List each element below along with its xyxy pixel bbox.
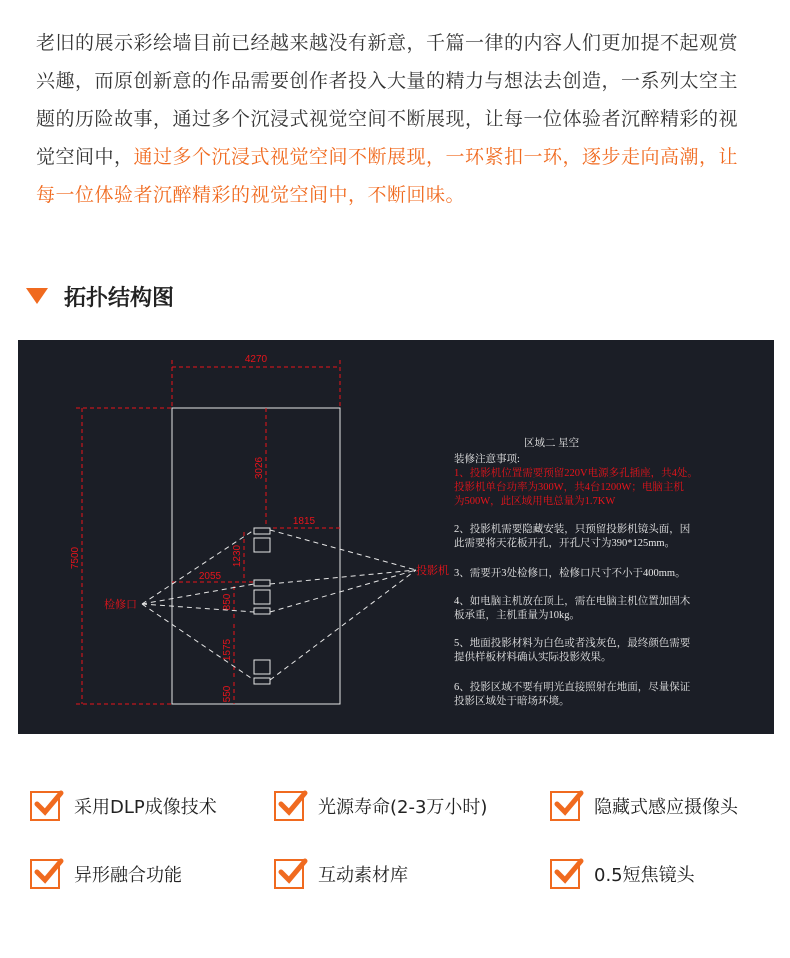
inspection-label: 检修口 <box>104 599 137 611</box>
dim-gap1-label: 1230 <box>232 544 243 568</box>
note-5-line-1: 5、地面投影材料为白色或者浅灰色，最终颜色需要 <box>454 638 691 649</box>
note-1-line-1: 1、投影机位置需要预留220V电源多孔插座，共4处。 <box>454 468 698 479</box>
intro-text: 老旧的展示彩绘墙目前已经越来越没有新意，千篇一律的内容人们更加提不起观赏兴趣，而原创新意的作品需要创作者投入大量的精力与想法去创造，一系列太空主题的历险故事，通过多个沉浸式视觉空间不断展现，让每一位体验者沉醉精彩的视觉空间中， <box>36 32 739 168</box>
dim-width-label: 4270 <box>244 354 268 365</box>
dim-height-label: 7500 <box>70 546 81 570</box>
dim-side-label: 2055 <box>198 571 222 582</box>
section-title: 拓扑结构图 <box>64 285 175 311</box>
checkmark-icon <box>550 859 580 889</box>
feature-label: 0.5短焦镜头 <box>594 865 695 886</box>
feature-item <box>550 858 695 890</box>
note-6-line-2: 投影区域处于暗场环境。 <box>454 696 570 707</box>
feature-label: 互动素材库 <box>318 865 408 886</box>
intro-paragraph <box>36 24 756 214</box>
note-4-line-2: 板承重，主机重量为10kg。 <box>454 610 580 621</box>
checkmark-icon <box>30 859 60 889</box>
checkmark-icon <box>550 791 580 821</box>
checkmark-icon <box>30 791 60 821</box>
dim-bottom-label: 550 <box>222 685 233 703</box>
projector-label: 投影机 <box>416 565 449 577</box>
note-2-line-1: 2、投影机需要隐藏安装，只预留投影机镜头面，因 <box>454 524 691 535</box>
section-header <box>26 280 174 312</box>
notes-subtitle: 装修注意事项: <box>454 454 520 465</box>
down-triangle-icon <box>26 288 48 304</box>
feature-item <box>274 858 408 890</box>
feature-label: 光源寿命(2-3万小时) <box>318 797 488 818</box>
notes-title: 区域二 星空 <box>524 438 580 449</box>
feature-label: 异形融合功能 <box>74 865 182 886</box>
feature-item <box>550 790 738 822</box>
note-2-line-2: 此需要将天花板开孔，开孔尺寸为390*125mm。 <box>454 538 676 549</box>
note-1-line-2: 投影机单台功率为300W，共4台1200W；电脑主机 <box>454 482 684 493</box>
installation-notes <box>454 436 698 707</box>
note-5-line-2: 提供样板材料确认实际投影效果。 <box>454 652 612 663</box>
checkmark-icon <box>274 859 304 889</box>
projector-lines <box>142 530 416 680</box>
feature-label: 隐藏式感应摄像头 <box>594 797 738 818</box>
note-1-line-3: 为500W，此区域用电总量为1.7KW <box>454 496 616 507</box>
dim-width <box>172 360 340 408</box>
feature-item <box>30 790 217 822</box>
feature-label: 采用DLP成像技术 <box>74 797 217 818</box>
topology-diagram <box>18 340 774 734</box>
note-4-line-1: 4、如电脑主机放在顶上，需在电脑主机位置加固木 <box>454 596 691 607</box>
feature-item <box>274 790 487 822</box>
intro-highlight-text: 通过多个沉浸式视觉空间不断展现，一环紧扣一环，逐步走向高潮，让每一位体验者沉醉精彩的视觉空间中，不断回味。 <box>36 146 739 206</box>
note-6-line-1: 6、投影区域不要有明光直接照射在地面，尽量保证 <box>454 682 691 693</box>
dim-top-offset-label: 3026 <box>254 456 265 480</box>
projector-units <box>254 528 270 684</box>
dim-gap3-label: 1575 <box>222 638 233 662</box>
note-3-line-1: 3、需要开3处检修口，检修口尺寸不小于400mm。 <box>454 568 686 579</box>
cad-drawing <box>18 340 774 734</box>
checkmark-icon <box>274 791 304 821</box>
feature-item <box>30 858 182 890</box>
dim-gap2-label: 850 <box>222 593 233 611</box>
dim-height <box>76 408 172 704</box>
feature-list <box>0 790 790 910</box>
dim-right-offset-label: 1815 <box>292 516 316 527</box>
